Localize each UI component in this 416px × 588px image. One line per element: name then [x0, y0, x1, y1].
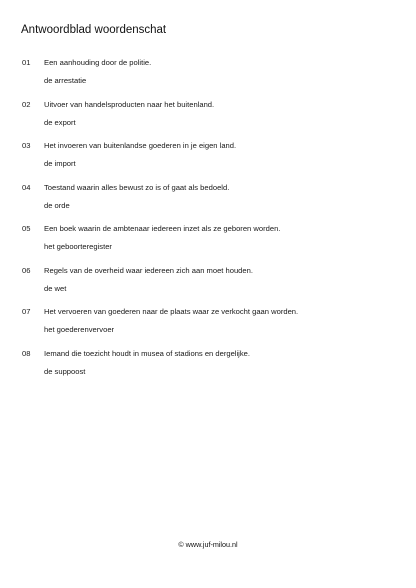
entry-question: Toestand waarin alles bewust zo is of gaat als bedoeld.: [44, 182, 230, 192]
entry-number: 01: [22, 58, 31, 67]
entry-answer: de wet: [44, 283, 67, 293]
answer-entry-03: [0, 141, 416, 183]
entry-answer: de arrestatie: [44, 76, 87, 85]
entry-number: 04: [22, 182, 31, 192]
entry-question: Een boek waarin de ambtenaar iedereen inzet als ze geboren worden.: [44, 224, 281, 233]
answer-entry-01: [0, 58, 416, 100]
entry-number: 08: [22, 348, 31, 358]
answer-entry-02: [0, 100, 416, 142]
entry-answer: de orde: [44, 200, 70, 210]
entry-number: 07: [22, 307, 31, 316]
entry-number: 05: [22, 224, 31, 233]
entry-answer: het geboorteregister: [44, 242, 112, 251]
entry-number: 06: [22, 265, 31, 275]
entry-question: Uitvoer van handelsproducten naar het buitenland.: [44, 99, 215, 109]
answer-entry-07: [0, 307, 416, 349]
entry-question: Het invoeren van buitenlandse goederen in je eigen land.: [44, 141, 237, 150]
entry-answer: het goederenvervoer: [44, 325, 115, 334]
entry-question: Een aanhouding door de politie.: [44, 58, 152, 67]
answer-entry-05: [0, 224, 416, 266]
entry-question: Het vervoeren van goederen naar de plaats waar ze verkocht gaan worden.: [44, 307, 299, 316]
entry-question: Iemand die toezicht houdt in musea of stadions en dergelijke.: [44, 348, 251, 358]
entry-answer: de export: [44, 117, 76, 127]
entry-question: Regels van de overheid waar iedereen zich aan moet houden.: [44, 265, 253, 275]
entry-answer: de suppoost: [44, 366, 86, 376]
entry-answer: de import: [44, 159, 76, 168]
entry-number: 03: [22, 141, 31, 150]
page-title: Antwoordblad woordenschat: [21, 24, 167, 36]
copyright-footer: © www.juf-milou.nl: [178, 540, 238, 549]
entry-number: 02: [22, 99, 31, 109]
answer-entry-08: [0, 349, 416, 391]
answer-entry-06: [0, 266, 416, 308]
answer-list: [0, 58, 416, 390]
answer-entry-04: [0, 183, 416, 225]
